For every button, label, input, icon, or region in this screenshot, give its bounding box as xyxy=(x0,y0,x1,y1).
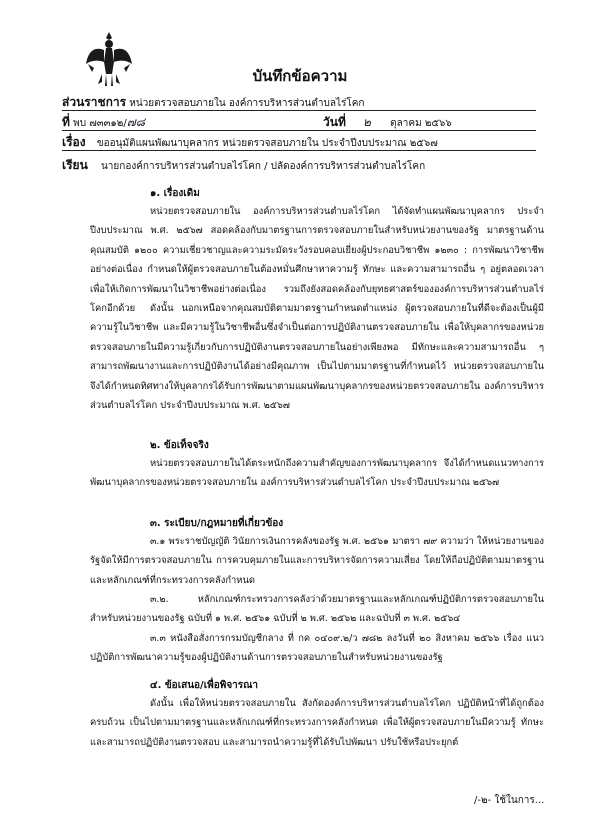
department-line xyxy=(62,95,364,111)
subject-line xyxy=(62,135,438,151)
section-1-paragraph-1: หน่วยตรวจสอบภายใน องค์การบริหารส่วนตำบลไร่โคก ได้จัดทำแผนพัฒนาบุคลากร ประจำปีงบประมาณ พ.ศ. ๒๕๖๗ สอดคล้องกับมาตรฐานการตรวจสอบภายในสำหรับหน่วยงานของรัฐ มาตรฐานด้านคุณสมบัติ ๑๒๐๐ ความเชี่ยวชาญและความระมัดระวังรอบคอบเยี่ยงผู้ประกอบวิชาชีพ ๑๒๓๐ : การพัฒนาวิชาชีพอย่างต่อเนื่อง กำหนดให้ผู้ตรวจสอบภายในต้องหมั่นศึกษาหาความรู้ ทักษะ และความสามารถอื่น ๆ อยู่ตลอดเวลา เพื่อให้เกิดการพัฒนาในวิชาชีพอย่างต่อเนื่อง รวมถึงยังสอดคล้องกับยุทธศาสตร์ขององค์การบริหารส่วนตำบลไร่โคกอีกด้วย xyxy=(90,206,544,315)
recipient-line xyxy=(62,158,425,174)
section-4-paragraph-1: ดังนั้น เพื่อให้หน่วยตรวจสอบภายใน สังกัดองค์การบริหารส่วนตำบลไร่โคก ปฏิบัติหน้าที่ได้ถูกต้องครบถ้วน เป็นไปตามมาตรฐานและหลักเกณฑ์ที่กระทรวงการคลังกำหนด เพื่อให้ผู้ตรวจสอบภายในมีความรู้ ทักษะ และสามารถปฏิบัติงานตรวจสอบ และสามารถนำความรู้ที่ได้รับไปพัฒนา ปรับใช้หรือประยุกต์ xyxy=(90,698,544,748)
subject-label: เรื่อง xyxy=(62,135,86,149)
section-1-paragraph-2: ดังนั้น นอกเหนือจากคุณสมบัติตามมาตรฐานกำหนดตำแหน่ง ผู้ตรวจสอบภายในที่ดีจะต้องเป็นผู้มีความรู้ในวิชาชีพ และมีความรู้ในวิชาชีพอื่นซึ่งจำเป็นต่อการปฏิบัติงานตรวจสอบภายใน เพื่อให้บุคลากรของหน่วยตรวจสอบภายในมีความรู้เกี่ยวกับการปฏิบัติงานตรวจสอบภายในอย่างเพียงพอ มีทักษะและความสามารถอื่น ๆ สามารถพัฒนางานและการปฏิบัติงานได้อย่างมีคุณภาพ เป็นไปตามมาตรฐานที่กำหนดไว้ หน่วยตรวจสอบภายใน จึงได้กำหนดทิศทางให้บุคลากรได้รับการพัฒนาตามแผนพัฒนาบุคลากรของหน่วยตรวจสอบภายใน องค์การบริหารส่วนตำบลไร่โคก ประจำปีงบประมาณ พ.ศ. ๒๕๖๗ xyxy=(90,303,544,412)
subject-rule xyxy=(62,150,536,151)
date-handwritten: ๒ xyxy=(363,115,371,129)
reference-value: พบ ๗๓๓๑๒/ xyxy=(73,118,127,129)
section-4-title: ๔. ข้อเสนอ/เพื่อพิจารณา xyxy=(150,680,259,691)
section-1-title: ๑. เรื่องเดิม xyxy=(150,188,200,199)
section-3-title: ๓. ระเบียบ/กฎหมายที่เกี่ยวข้อง xyxy=(150,518,284,529)
date-label: วันที่ xyxy=(323,115,346,129)
continuation-note: /-๒- ใช้ในการ... xyxy=(474,795,545,806)
date-rest: ตุลาคม ๒๕๖๖ xyxy=(390,118,452,129)
reference-rule xyxy=(62,130,536,131)
department-label: ส่วนราชการ xyxy=(62,95,127,109)
subject-value: ขออนุมัติแผนพัฒนาบุคลากร หน่วยตรวจสอบภายใน ประจำปีงบประมาณ ๒๕๖๗ xyxy=(96,138,438,149)
section-3-paragraph-1: ๓.๑ พระราชบัญญัติ วินัยการเงินการคลังของรัฐ พ.ศ. ๒๕๖๑ มาตรา ๗๙ ความว่า ให้หน่วยงานของรัฐจัดให้มีการตรวจสอบภายใน การควบคุมภายในและการบริหารจัดการความเสี่ยง โดยให้ถือปฏิบัติตามมาตรฐานและหลักเกณฑ์ที่กระทรวงการคลังกำหนด xyxy=(90,536,544,586)
recipient-value: นายกองค์การบริหารส่วนตำบลไร่โคก / ปลัดองค์การบริหารส่วนตำบลไร่โคก xyxy=(100,161,426,172)
date-line xyxy=(323,115,452,131)
section-3-paragraph-2: ๓.๒. หลักเกณฑ์กระทรวงการคลังว่าด้วยมาตรฐานและหลักเกณฑ์ปฏิบัติการตรวจสอบภายในสำหรับหน่วยงานของรัฐ ฉบับที่ ๑ พ.ศ. ๒๕๖๑ ฉบับที่ ๒ พ.ศ. ๒๕๖๒ และฉบับที่ ๓ พ.ศ. ๒๕๖๔ xyxy=(90,594,544,625)
section-2-paragraph-1: หน่วยตรวจสอบภายในได้ตระหนักถึงความสำคัญของการพัฒนาบุคลากร จึงได้กำหนดแนวทางการพัฒนาบุคลากรของหน่วยตรวจสอบภายใน องค์การบริหารส่วนตำบลไร่โคก ประจำปีงบประมาณ ๒๕๖๗ xyxy=(90,458,544,489)
reference-line xyxy=(62,115,145,131)
reference-label: ที่ xyxy=(62,115,70,129)
reference-handwritten: ๗๘ xyxy=(126,115,146,129)
department-rule xyxy=(62,110,536,111)
section-2-title: ๒. ข้อเท็จจริง xyxy=(150,440,209,451)
department-value: หน่วยตรวจสอบภายใน องค์การบริหารส่วนตำบลไร่โคก xyxy=(129,98,365,109)
section-3-paragraph-3: ๓.๓ หนังสือสั่งการกรมบัญชีกลาง ที่ กค ๐๔๐๙.๒/ว ๗๘๒ ลงวันที่ ๒๐ สิงหาคม ๒๕๖๖ เรื่อง แนวปฏิบัติการพัฒนาความรู้ของผู้ปฏิบัติงานด้านการตรวจสอบภายในสำหรับหน่วยงานของรัฐ xyxy=(90,633,544,664)
recipient-label: เรียน xyxy=(62,158,88,172)
memo-title: บันทึกข้อความ xyxy=(252,67,348,85)
